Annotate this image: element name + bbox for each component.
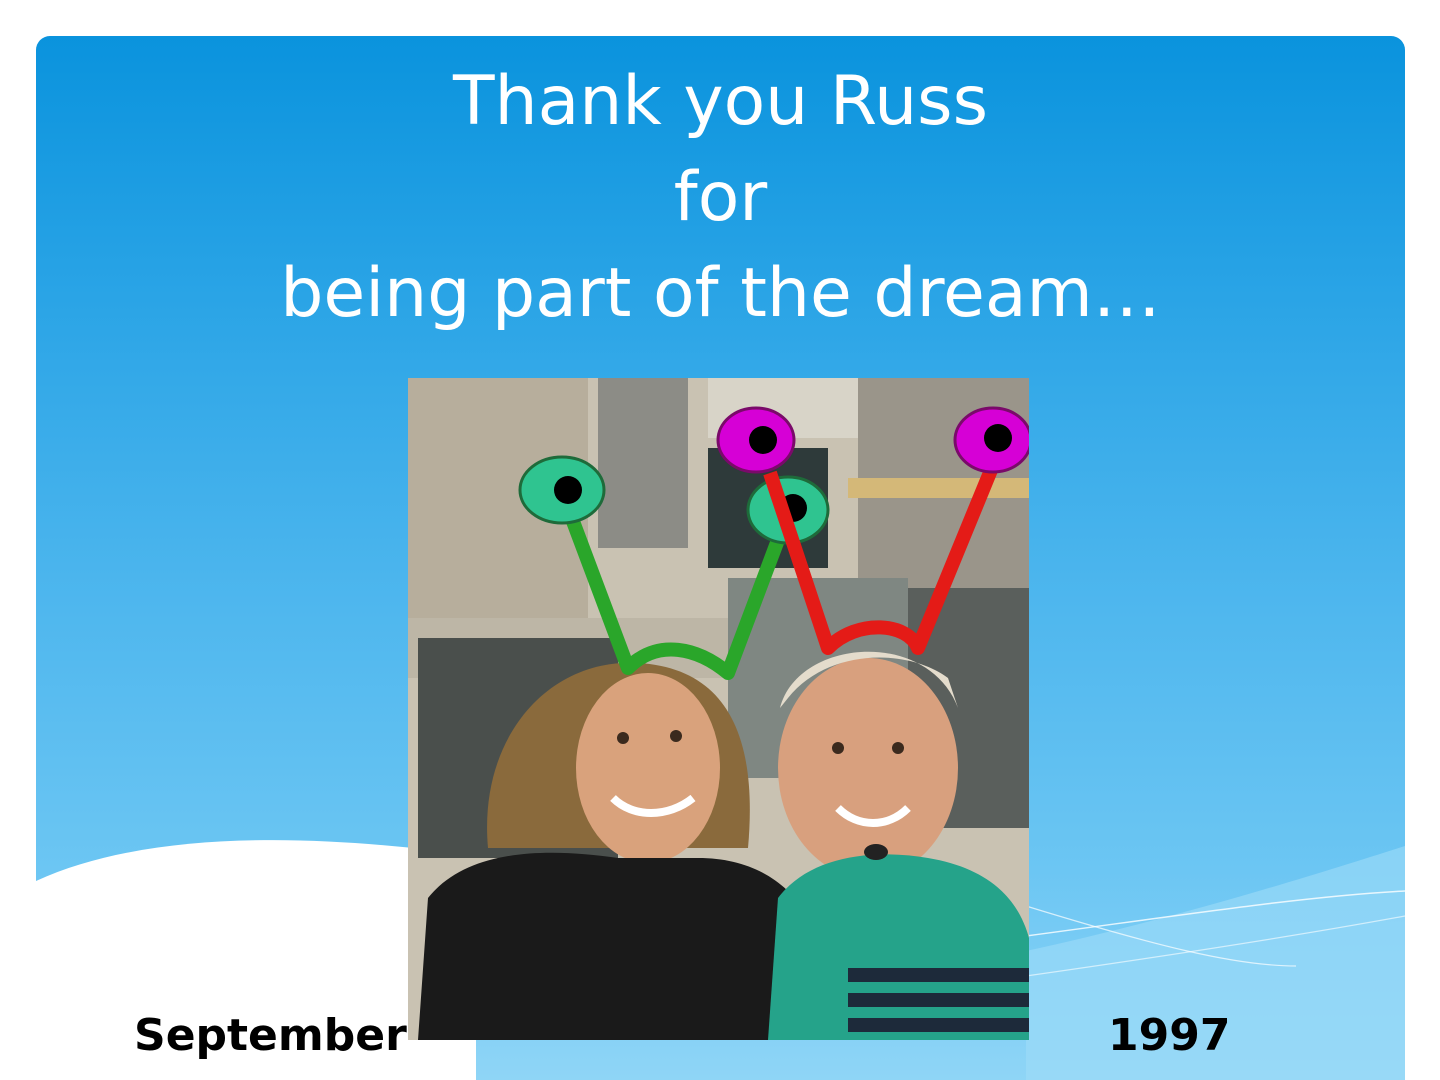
title-line-3: being part of the dream… (280, 254, 1161, 333)
caption-month: September (134, 1010, 407, 1061)
title-line-1: Thank you Russ (452, 62, 989, 141)
title-line-2: for (673, 158, 768, 237)
photo-people-with-antennae (408, 378, 1029, 1040)
caption-year: 1997 (1108, 1010, 1231, 1061)
photo-illustration (408, 378, 1029, 1040)
slide-title (36, 54, 1405, 342)
